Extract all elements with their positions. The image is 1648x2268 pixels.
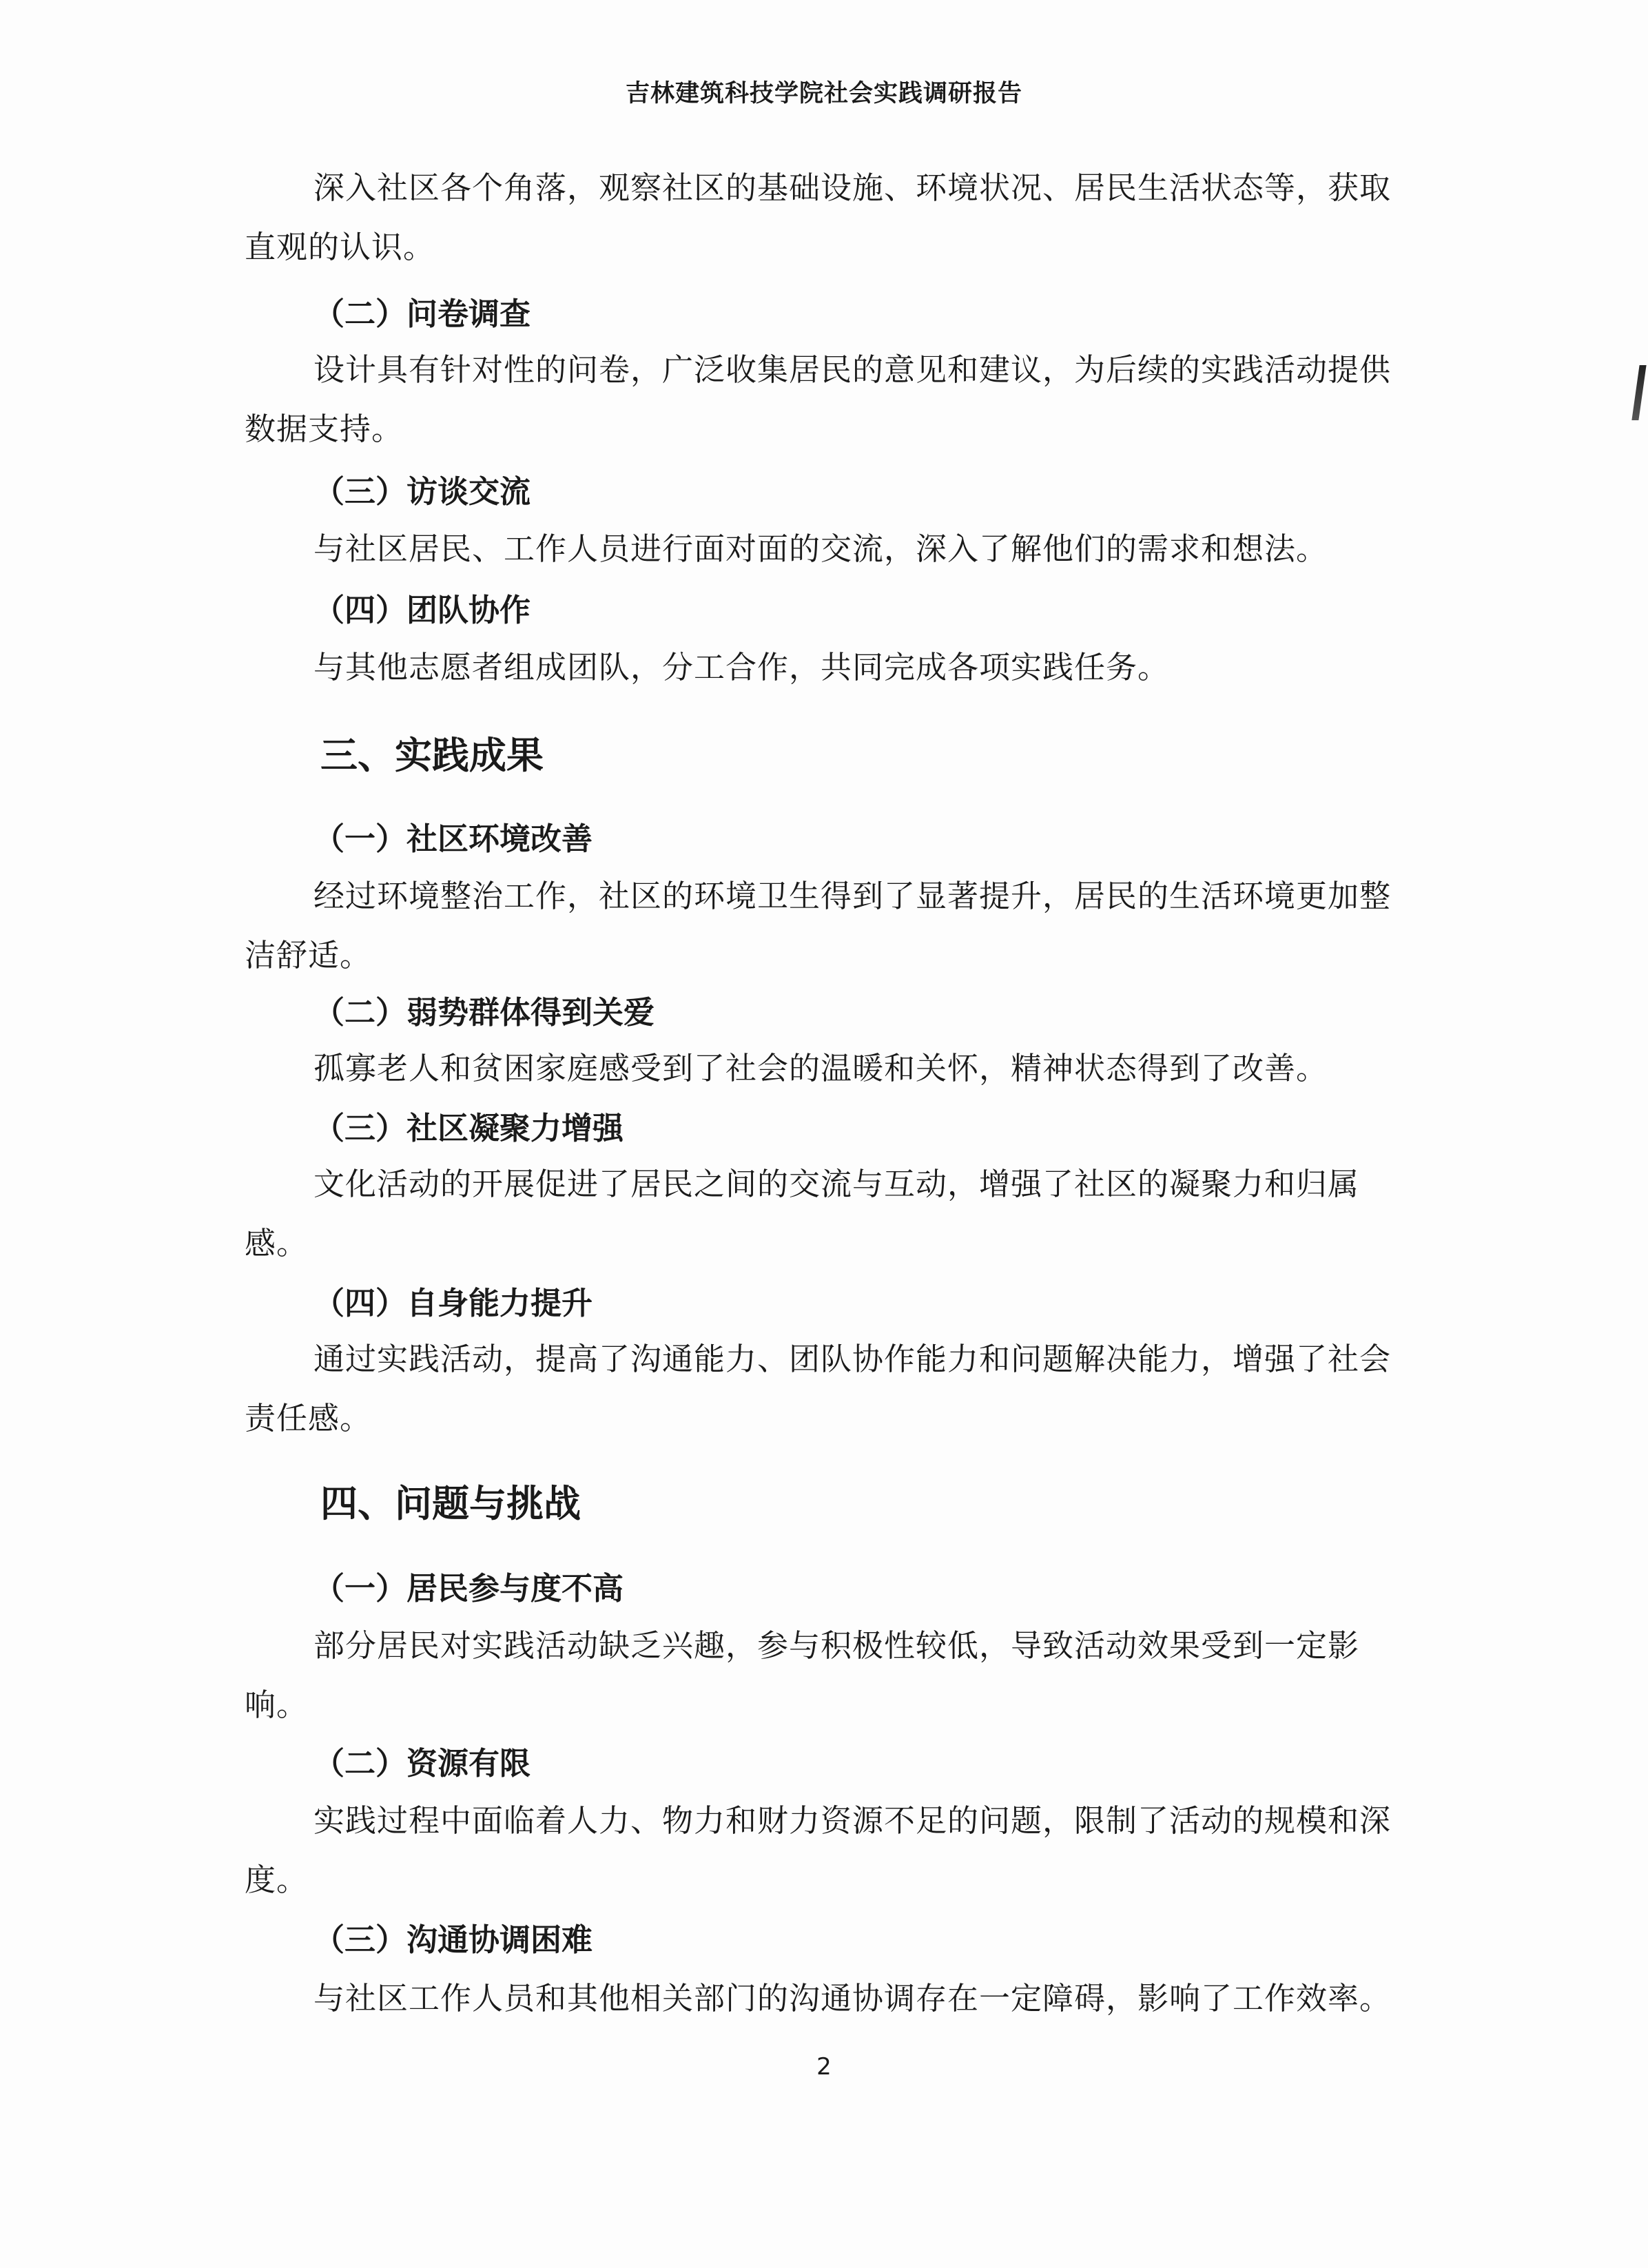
subheading-ability: （四）自身能力提升 <box>313 1285 593 1321</box>
paragraph-text: 孤寡老人和贫困家庭感受到了社会的温暖和关怀，精神状态得到了改善。 <box>313 1050 1328 1086</box>
page-number: 2 <box>816 2053 832 2081</box>
paragraph-text: 通过实践活动，提高了沟通能力、团队协作能力和问题解决能力，增强了社会责任感。 <box>245 1341 1392 1436</box>
paragraph-questionnaire <box>245 340 1402 459</box>
paragraph-ability <box>245 1330 1402 1448</box>
subheading-interview: （三）访谈交流 <box>313 473 531 510</box>
paragraph-text: 经过环境整治工作，社区的环境卫生得到了显著提升，居民的生活环境更加整洁舒适。 <box>245 878 1392 973</box>
paragraph-text: 与社区工作人员和其他相关部门的沟通协调存在一定障碍，影响了工作效率。 <box>313 1980 1392 2017</box>
paragraph-text: 深入社区各个角落，观察社区的基础设施、环境状况、居民生活状态等，获取直观的认识。 <box>245 169 1392 265</box>
paragraph-teamwork <box>245 638 1402 697</box>
paragraph-environment <box>245 867 1402 985</box>
paragraph-observation <box>245 158 1402 277</box>
subheading-teamwork: （四）团队协作 <box>313 592 531 628</box>
subheading-questionnaire: （二）问卷调查 <box>313 296 531 332</box>
subheading-communication: （三）沟通协调困难 <box>313 1921 593 1958</box>
paragraph-interview <box>245 519 1402 579</box>
subheading-environment: （一）社区环境改善 <box>313 821 593 857</box>
paragraph-participation <box>245 1616 1402 1735</box>
scan-edge-mark <box>1631 365 1646 420</box>
paragraph-care <box>245 1039 1402 1098</box>
paragraph-text: 实践过程中面临着人力、物力和财力资源不足的问题，限制了活动的规模和深度。 <box>245 1802 1392 1898</box>
section-heading-problems: 四、问题与挑战 <box>320 1482 581 1525</box>
paragraph-cohesion <box>245 1155 1402 1273</box>
paragraph-text: 与其他志愿者组成团队，分工合作，共同完成各项实践任务。 <box>313 649 1170 685</box>
subheading-participation: （一）居民参与度不高 <box>313 1570 624 1607</box>
paragraph-resources <box>245 1791 1402 1910</box>
paragraph-text: 文化活动的开展促进了居民之间的交流与互动，增强了社区的凝聚力和归属感。 <box>245 1166 1360 1261</box>
running-header: 吉林建筑科技学院社会实践调研报告 <box>625 80 1022 107</box>
paragraph-communication <box>245 1969 1402 2028</box>
subheading-resources: （二）资源有限 <box>313 1745 531 1782</box>
subheading-care: （二）弱势群体得到关爱 <box>313 994 655 1031</box>
section-heading-results: 三、实践成果 <box>320 734 544 777</box>
paragraph-text: 与社区居民、工作人员进行面对面的交流，深入了解他们的需求和想法。 <box>313 530 1328 567</box>
paragraph-text: 部分居民对实践活动缺乏兴趣，参与积极性较低，导致活动效果受到一定影响。 <box>245 1627 1360 1723</box>
paragraph-text: 设计具有针对性的问卷，广泛收集居民的意见和建议，为后续的实践活动提供数据支持。 <box>245 351 1392 447</box>
subheading-cohesion: （三）社区凝聚力增强 <box>313 1110 624 1146</box>
